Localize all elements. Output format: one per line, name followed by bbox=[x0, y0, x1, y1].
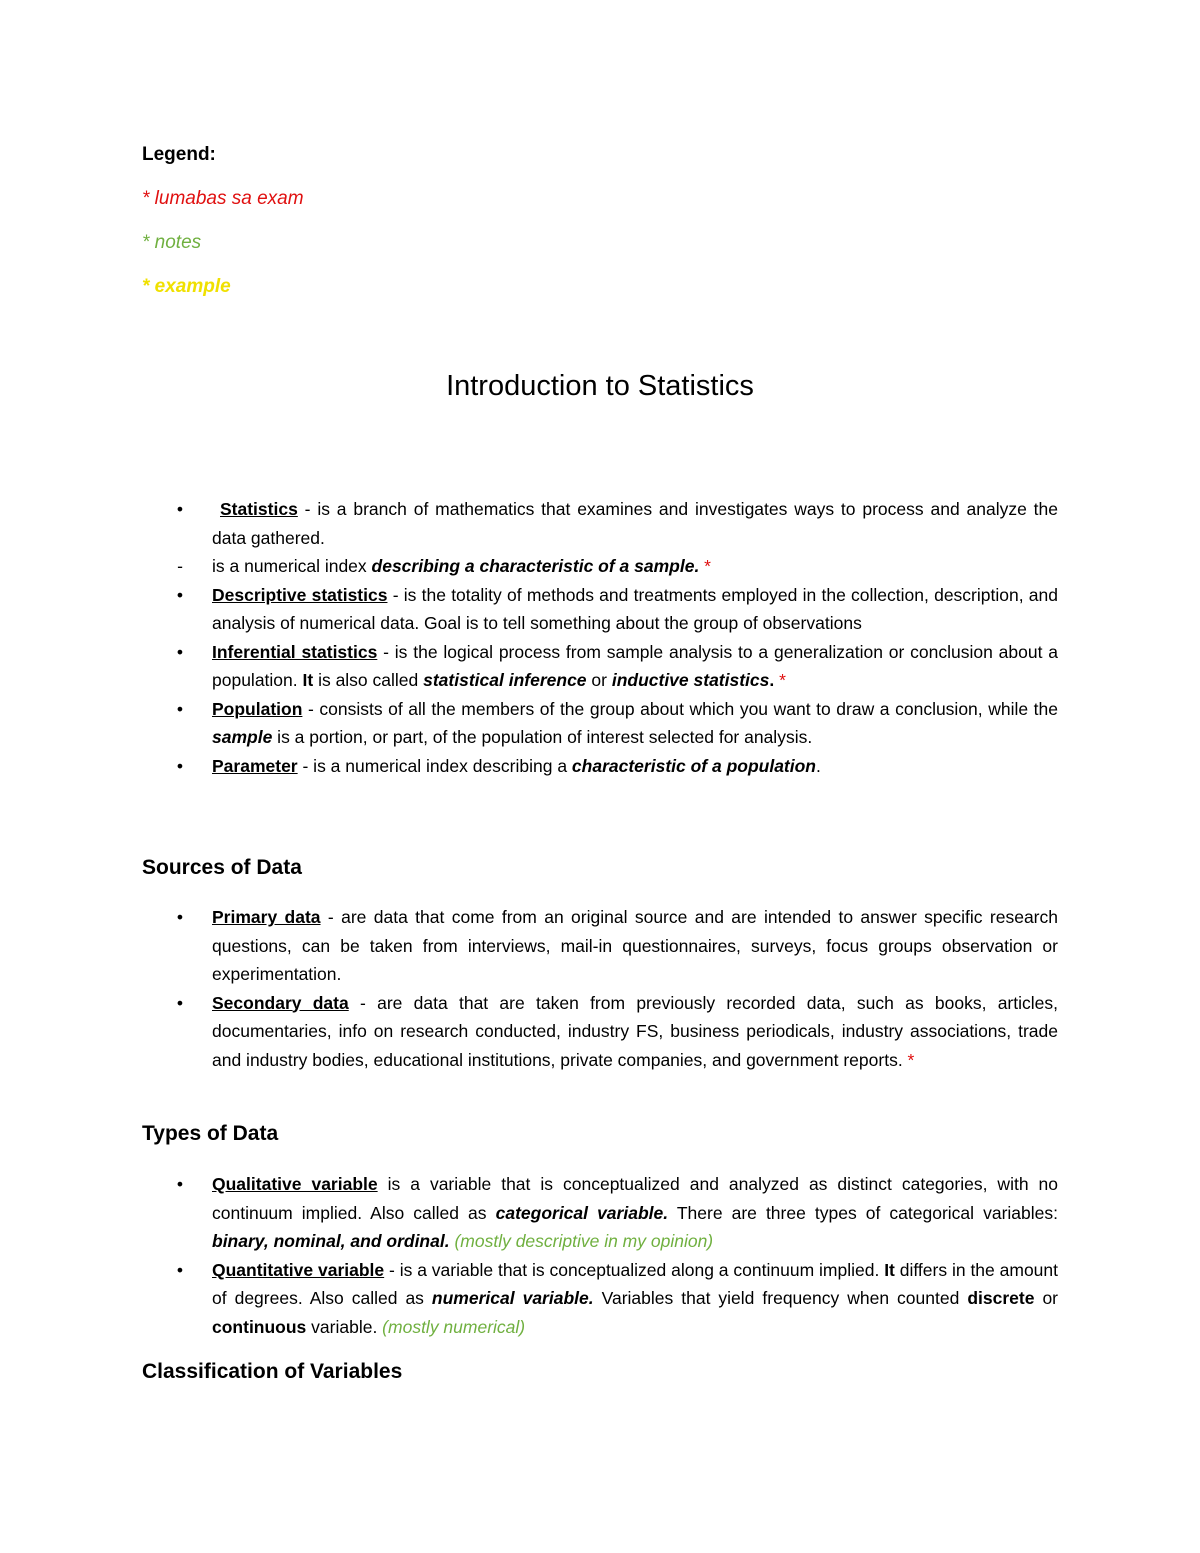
green-note: (mostly descriptive in my opinion) bbox=[449, 1231, 714, 1251]
section-heading-types: Types of Data bbox=[142, 1122, 279, 1145]
list-item-secondary-data bbox=[142, 989, 1058, 1075]
definition-text: - is a branch of mathematics that examines and investigates ways to process and analyze the data gathered. bbox=[212, 499, 1058, 548]
bold-text: It bbox=[302, 670, 314, 690]
bold-text: It bbox=[884, 1259, 895, 1280]
bullet-icon: • bbox=[176, 1174, 184, 1194]
definition-text: is a portion, or part, of the population of interest selected for analysis. bbox=[272, 727, 813, 747]
bullet-icon: • bbox=[176, 907, 184, 927]
term-primary-data: Primary data bbox=[212, 907, 321, 927]
intro-list bbox=[142, 495, 1058, 780]
list-item-inferential bbox=[142, 638, 1058, 695]
definition-text: is a variable that is conceptualized and analyzed as distinct categories, with no continuum implied. Also called as bbox=[212, 1174, 1059, 1223]
legend-title: Legend: bbox=[142, 144, 216, 165]
definition-text: - is the logical process from sample analysis to a generalization or conclusion about a population. bbox=[212, 641, 1058, 690]
bullet-icon: • bbox=[176, 1259, 184, 1280]
definition-text: is a numerical index bbox=[212, 556, 372, 576]
definition-text: - is the totality of methods and treatments employed in the collection, description, and analysis of numerical data. Goal is to tell something about the group of observations bbox=[212, 584, 1059, 633]
list-item-descriptive bbox=[142, 581, 1058, 638]
green-note: (mostly numerical) bbox=[377, 1316, 526, 1337]
emphasis-text: inductive statistics bbox=[611, 670, 770, 690]
term-qualitative-variable: Qualitative variable bbox=[212, 1174, 378, 1194]
emphasis-text: describing a characteristic of a sample. bbox=[371, 556, 700, 576]
term-secondary-data: Secondary data bbox=[212, 992, 349, 1013]
page-title: Introduction to Statistics bbox=[446, 370, 754, 402]
sources-list bbox=[142, 903, 1058, 1074]
bold-text: discrete bbox=[967, 1288, 1035, 1308]
bullet-icon: • bbox=[176, 755, 184, 776]
definition-text: There are three types of categorical variables: bbox=[668, 1202, 1059, 1223]
definition-text: is also called bbox=[313, 670, 424, 690]
term-statistics: Statistics bbox=[220, 499, 298, 519]
definition-text: variable. bbox=[306, 1316, 378, 1337]
definition-text: Variables that yield frequency when counted bbox=[593, 1288, 968, 1308]
definition-text: - are data that come from an original source and are intended to answer specific research questions, can be taken from interviews, mail-in questionnaires, surveys, focus groups observation or experimentation. bbox=[212, 907, 1058, 984]
emphasis-text: numerical variable. bbox=[431, 1288, 594, 1308]
bullet-icon: • bbox=[176, 584, 184, 605]
exam-star-marker: * bbox=[699, 556, 711, 576]
definition-text: - is a variable that is conceptualized along a continuum implied. bbox=[384, 1259, 885, 1280]
emphasis-text: sample bbox=[212, 727, 273, 747]
term-descriptive-statistics: Descriptive statistics bbox=[212, 584, 388, 605]
definition-text: . bbox=[769, 670, 775, 690]
bold-text: continuous bbox=[212, 1316, 307, 1337]
exam-star-marker: * bbox=[774, 670, 786, 690]
term-quantitative-variable: Quantitative variable bbox=[212, 1259, 385, 1280]
term-population: Population bbox=[212, 698, 303, 719]
list-item-quantitative bbox=[142, 1256, 1058, 1342]
list-item-statistics bbox=[142, 495, 1058, 552]
term-inferential-statistics: Inferential statistics bbox=[212, 641, 378, 662]
list-item-qualitative bbox=[142, 1170, 1058, 1256]
bullet-icon: • bbox=[176, 641, 184, 662]
section-heading-sources: Sources of Data bbox=[142, 856, 302, 879]
definition-text: or bbox=[586, 670, 612, 690]
list-item-parameter bbox=[142, 752, 1058, 781]
definition-text: - are data that are taken from previously recorded data, such as books, articles, documentaries, info on research conducted, industry FS, business periodicals, industry associations, trade and industry bodies, educational institutions, private companies, and government reports. bbox=[212, 992, 1058, 1070]
section-heading-classification: Classification of Variables bbox=[142, 1360, 403, 1383]
emphasis-text: statistical inference bbox=[423, 670, 587, 690]
bullet-icon: • bbox=[176, 992, 184, 1013]
dash-marker: - bbox=[177, 556, 183, 576]
emphasis-text: binary, nominal, and ordinal. bbox=[212, 1231, 450, 1251]
legend bbox=[142, 140, 304, 316]
types-list bbox=[142, 1170, 1058, 1341]
term-parameter: Parameter bbox=[212, 755, 298, 776]
definition-text: - is a numerical index describing a bbox=[297, 755, 572, 776]
list-item-primary-data bbox=[142, 903, 1058, 989]
bullet-icon: • bbox=[176, 698, 184, 719]
exam-star-marker: * bbox=[902, 1049, 915, 1070]
legend-item-exam: * lumabas sa exam bbox=[142, 188, 304, 209]
definition-text: - consists of all the members of the group about which you want to draw a conclusion, while the bbox=[302, 698, 1058, 719]
emphasis-text: categorical variable. bbox=[495, 1202, 669, 1223]
legend-item-example: * example bbox=[142, 276, 231, 297]
list-item-population bbox=[142, 695, 1058, 752]
list-item-statistics-sample bbox=[142, 552, 1058, 581]
definition-text: differs in the amount of degrees. Also called as bbox=[212, 1259, 1059, 1308]
definition-text: or bbox=[1034, 1288, 1058, 1308]
bullet-icon: • bbox=[176, 499, 184, 519]
emphasis-text: characteristic of a population bbox=[571, 755, 816, 776]
definition-text: . bbox=[816, 755, 821, 776]
legend-item-notes: * notes bbox=[142, 232, 202, 253]
